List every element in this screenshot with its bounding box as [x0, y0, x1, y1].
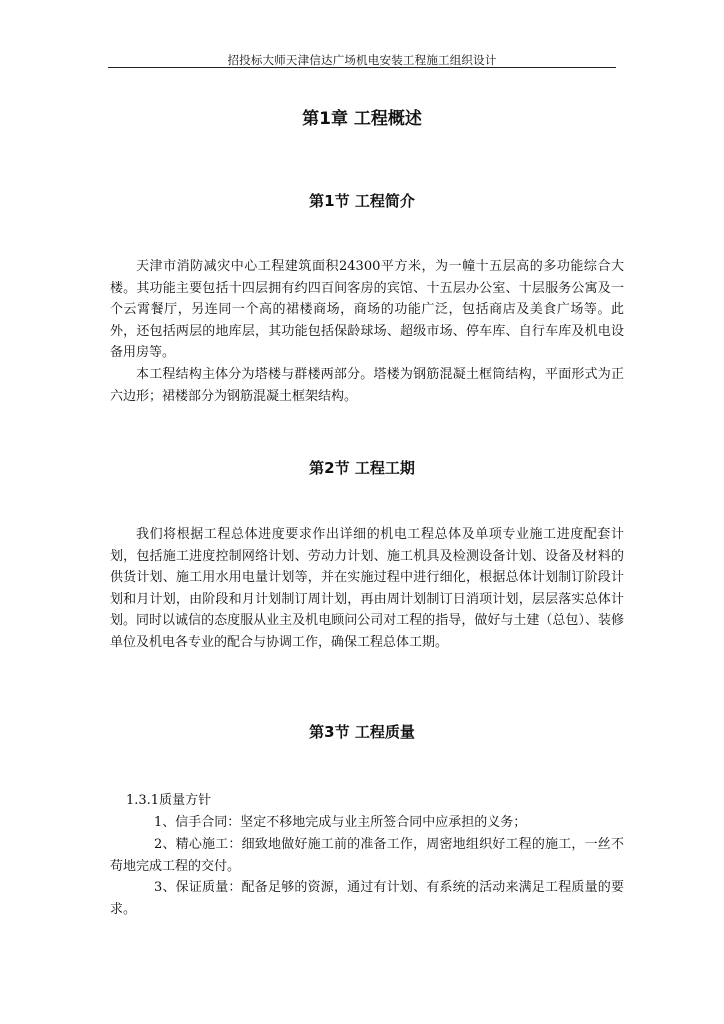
section-1-paragraph-2: 本工程结构主体分为塔楼与群楼两部分。塔楼为钢筋混凝土框筒结构，平面形式为正六边形；裙楼部分为钢筋混凝土框架结构。	[110, 367, 624, 404]
section-3-title: 第3节 工程质量	[309, 723, 415, 741]
header-rule	[108, 67, 616, 68]
section-2-title: 第2节 工程工期	[309, 459, 415, 477]
section-1-title: 第1节 工程简介	[309, 192, 415, 210]
chapter-title: 第1章 工程概述	[302, 109, 422, 129]
running-header: 招投标大师天津信达广场机电安装工程施工组织设计	[227, 53, 497, 67]
section-2-paragraph-1: 我们将根据工程总体进度要求作出详细的机电工程总体及单项专业施工进度配套计划，包括施工进度控制网络计划、劳动力计划、施工机具及检测设备计划、设备及材料的供货计划、施工用水用电量计划等，并在实施过程中进行细化，根据总体计划制订阶段计划和月计划，由阶段和月计划制订周计划，再由周计划制订日消项计划，层层落实总体计划。同时以诚信的态度服从业主及机电顾问公司对工程的指导，做好与土建（总包）、装修单位及机电各专业的配合与协调工作，确保工程总体工期。	[110, 527, 624, 650]
quality-policy-heading: 1.3.1质量方针	[126, 793, 212, 808]
quality-item-2: 2、精心施工：细致地做好施工前的准备工作，周密地组织好工程的施工，一丝不苟地完成工程的交付。	[110, 837, 624, 874]
section-1-paragraph-1: 天津市消防减灾中心工程建筑面积24300平方米，为一幢十五层高的多功能综合大楼。其功能主要包括十四层拥有约四百间客房的宾馆、十五层办公室、十层服务公寓及一个云霄餐厅，另连同一个高的裙楼商场，商场的功能广泛，包括商店及美食广场等。此外，还包括两层的地库层，其功能包括保龄球场、超级市场、停车库、自行车库及机电设备用房等。	[110, 259, 624, 360]
quality-item-3: 3、保证质量：配备足够的资源，通过有计划、有系统的活动来满足工程质量的要求。	[110, 880, 624, 917]
quality-item-1: 1、信手合同：坚定不移地完成与业主所签合同中应承担的义务；	[154, 815, 527, 830]
